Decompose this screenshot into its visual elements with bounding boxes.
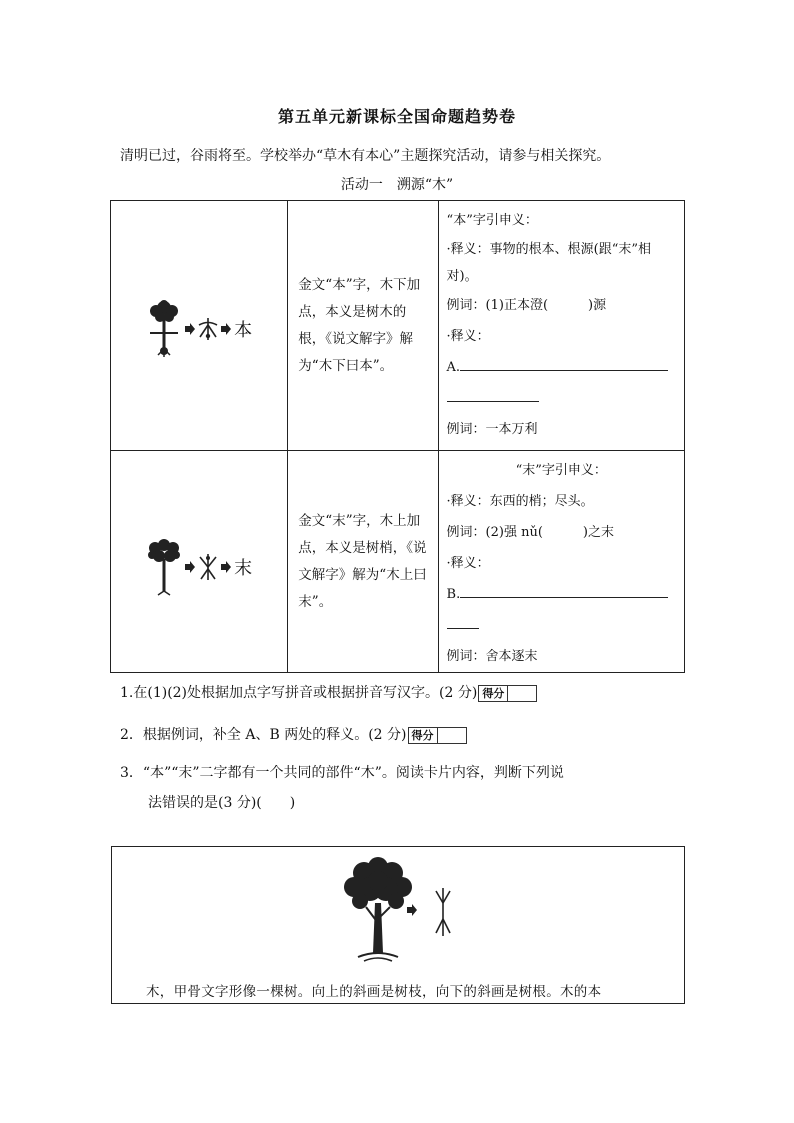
arrow-right-icon <box>406 904 418 916</box>
arrow-right-icon <box>184 561 196 573</box>
tree-root-illustration-icon <box>146 299 182 359</box>
arrow-right-icon <box>220 323 232 335</box>
oracle-bone-mu-glyph-icon <box>434 887 452 937</box>
character-table <box>110 200 685 673</box>
gloss1-ben: ·释义：事物的根本、根源(跟“末”相对)。 <box>446 242 652 284</box>
example1-prefix-mo: 例词：(2)强 nǔ( <box>446 525 543 540</box>
activity-title: 活动一 溯源“木” <box>340 177 454 193</box>
meaning-cell-ben <box>438 201 684 451</box>
question-2-text: 2．根据例词，补全 A、B 两处的释义。(2 分) <box>120 727 407 743</box>
gloss1-mo: ·释义：东西的梢；尽头。 <box>446 494 594 509</box>
question-1 <box>120 682 537 702</box>
example1-prefix-ben: 例词：(1)正本澄( <box>446 298 549 313</box>
score-box-2[interactable] <box>408 727 467 744</box>
score-box-1[interactable] <box>478 685 537 702</box>
arrow-right-icon <box>184 323 196 335</box>
meaning-title-ben: “本”字引申义： <box>446 213 538 228</box>
description-mo: 金文“末”字，木上加点，本义是树梢，《说文解字》解为“木上曰末”。 <box>298 512 427 610</box>
description-ben: 金文“本”字，木下加点，本义是树木的根，《说文解字》解为“木下曰本”。 <box>298 276 421 374</box>
example1-suffix-mo: )之末 <box>582 525 614 540</box>
tree-top-illustration-icon <box>146 537 182 597</box>
question-3-line-1: 3．“本”“末”二字都有一个共同的部件“木”。阅读卡片内容，判断下列说 <box>120 765 564 781</box>
score-label: 得分 <box>409 728 438 743</box>
page-title: 第五单元新课标全国命题趋势卷 <box>277 107 516 126</box>
modern-char-mo: 末 <box>234 557 253 579</box>
answer-line-a[interactable] <box>460 356 668 371</box>
glyph-cell-ben <box>111 201 288 451</box>
bronze-mo-glyph-icon <box>198 553 218 581</box>
answer-line-b-cont[interactable] <box>447 614 479 629</box>
gloss2-ben: ·释义： <box>446 329 490 344</box>
example2-ben: 例词：一本万利 <box>446 422 538 437</box>
blank-label-a: A. <box>446 360 461 375</box>
question-3-line-2: 法错误的是(3 分)( ) <box>148 795 296 811</box>
example1-suffix-ben: )源 <box>588 298 607 313</box>
modern-char-ben: 本 <box>234 319 253 341</box>
reading-card <box>111 846 685 1004</box>
meaning-cell-mo <box>438 451 684 673</box>
bronze-ben-glyph-icon <box>198 317 218 341</box>
arrow-right-icon <box>220 561 232 573</box>
intro-paragraph: 清明已过，谷雨将至。学校举办“草木有本心”主题探究活动，请参与相关探究。 <box>120 148 611 164</box>
answer-line-b[interactable] <box>460 583 668 598</box>
meaning-title-mo: “末”字引申义： <box>515 463 607 478</box>
card-text: 木，甲骨文字形像一棵树。向上的斜画是树枝，向下的斜画是树根。木的本 <box>146 984 602 1000</box>
description-cell-mo <box>288 451 438 673</box>
example2-mo: 例词：舍本逐末 <box>446 649 538 664</box>
answer-line-a-cont[interactable] <box>447 387 539 402</box>
question-2 <box>120 724 467 744</box>
description-cell-ben <box>288 201 438 451</box>
gloss2-mo: ·释义： <box>446 556 490 571</box>
question-1-text: 1.在(1)(2)处根据加点字写拼音或根据拼音写汉字。(2 分) <box>120 685 478 701</box>
glyph-cell-mo <box>111 451 288 673</box>
blank-label-b: B. <box>446 587 461 602</box>
score-label: 得分 <box>479 686 508 701</box>
